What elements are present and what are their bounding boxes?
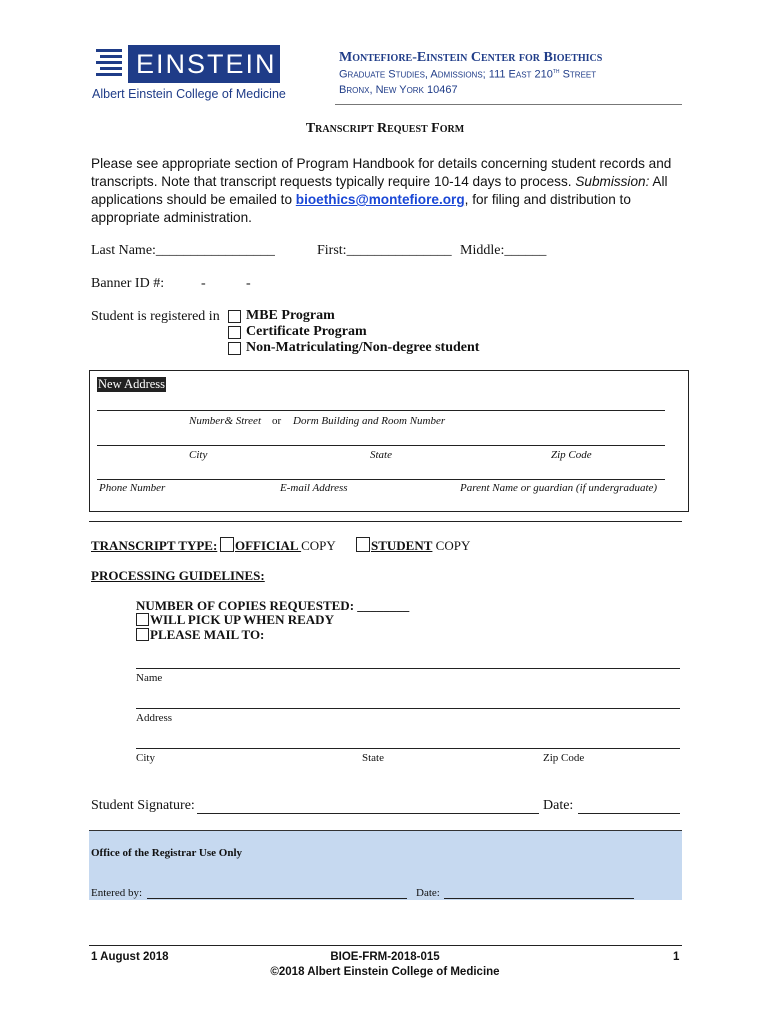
official-copy-checkbox[interactable] (220, 537, 234, 552)
mbe-program-checkbox[interactable] (228, 310, 241, 323)
registered-in-label: Student is registered in (91, 309, 220, 324)
or-label: or (272, 415, 282, 427)
footer-date: 1 August 2018 (91, 951, 169, 963)
mail-checkbox[interactable] (136, 628, 149, 641)
mail-city-line[interactable] (136, 748, 680, 749)
address-line-1-sup: th (552, 68, 560, 75)
student-label-bold: STUDENT (371, 538, 433, 553)
street-label: Number& Street (189, 415, 261, 427)
new-address-state-label: State (370, 449, 392, 461)
official-copy-label (235, 538, 336, 554)
signature-label: Student Signature: (91, 798, 195, 813)
intro-text-a: Please see appropriate section of Program Handbook for details concerning student records and transcripts. Note that transcript requests typically require 10-14 days to process. (91, 156, 672, 189)
certificate-program-label: Certificate Program (246, 324, 367, 339)
mail-city-label: City (136, 752, 155, 764)
logo-word: EINSTEIN (136, 49, 277, 79)
student-copy-checkbox[interactable] (356, 537, 370, 552)
header-divider (335, 104, 682, 105)
mbe-program-label: MBE Program (246, 308, 335, 323)
phone-line[interactable] (97, 479, 665, 480)
entered-by-line[interactable] (147, 898, 407, 899)
student-label-rest: COPY (432, 538, 471, 553)
non-matriculating-label: Non-Matriculating/Non-degree student (246, 340, 480, 355)
email-link[interactable]: bioethics@montefiore.org (295, 192, 465, 207)
banner-id-label: Banner ID #: (91, 276, 165, 291)
intro-paragraph (91, 155, 681, 227)
new-address-city-label: City (189, 449, 208, 461)
official-label-bold: OFFICIAL (235, 538, 302, 553)
banner-id-dash-2: - (246, 276, 251, 291)
address-line-1 (339, 68, 596, 81)
registrar-date-label: Date: (416, 887, 440, 899)
mail-state-label: State (362, 752, 384, 764)
student-copy-label (371, 538, 470, 554)
registrar-box (89, 830, 682, 900)
new-address-title: New Address (98, 377, 166, 391)
parent-label: Parent Name or guardian (if undergraduate) (460, 482, 658, 494)
signature-date-line[interactable] (578, 813, 680, 814)
mail-label: PLEASE MAIL TO: (150, 627, 265, 642)
official-label-rest: COPY (301, 538, 336, 553)
signature-date-label: Date: (543, 798, 574, 813)
copies-requested-field[interactable]: NUMBER OF COPIES REQUESTED: ________ (136, 598, 410, 613)
footer-code: BIOE-FRM-2018-015 (330, 951, 440, 963)
signature-line[interactable] (197, 813, 539, 814)
form-title: Transcript Request Form (305, 121, 465, 136)
section-divider (89, 521, 682, 522)
pickup-checkbox[interactable] (136, 613, 149, 626)
dorm-label: Dorm Building and Room Number (293, 415, 446, 427)
center-name: Montefiore-Einstein Center for Bioethics (339, 50, 603, 65)
banner-id-dash-1: - (201, 276, 206, 291)
street-line[interactable] (97, 410, 665, 411)
address-line-1-text: Graduate Studies, Admissions; 111 East 210 (339, 68, 553, 81)
mail-name-line[interactable] (136, 668, 680, 669)
mail-name-label: Name (136, 672, 163, 684)
registrar-heading: Office of the Registrar Use Only (91, 847, 243, 859)
certificate-program-checkbox[interactable] (228, 326, 241, 339)
mail-address-label: Address (136, 712, 173, 724)
logo-emblem-icon (90, 45, 128, 83)
einstein-logo (90, 45, 280, 83)
submission-label: Submission: (575, 174, 650, 189)
intro-text-b: All applications should be emailed to (91, 174, 668, 207)
middle-name-field[interactable]: Middle:______ (460, 243, 547, 258)
registrar-date-line[interactable] (444, 898, 634, 899)
first-name-field[interactable]: First:_______________ (317, 243, 452, 258)
processing-heading: PROCESSING GUIDELINES: (91, 568, 265, 583)
intro-text-c: , for filing and distribution to appropriate administration. (91, 192, 631, 225)
footer-copyright: ©2018 Albert Einstein College of Medicine (270, 966, 500, 978)
email-label: E-mail Address (280, 482, 348, 494)
last-name-field[interactable]: Last Name:_________________ (91, 243, 275, 258)
non-matriculating-checkbox[interactable] (228, 342, 241, 355)
new-address-zip-label: Zip Code (551, 449, 592, 461)
city-line[interactable] (97, 445, 665, 446)
footer-page-number: 1 (673, 951, 680, 963)
address-line-1-suffix: Street (559, 68, 597, 81)
phone-label: Phone Number (99, 482, 166, 494)
mail-zip-label: Zip Code (543, 752, 585, 764)
address-line-2: Bronx, New York 10467 (339, 84, 458, 96)
footer-divider (89, 945, 682, 946)
mail-address-line[interactable] (136, 708, 680, 709)
transcript-type-label: TRANSCRIPT TYPE: (91, 538, 218, 553)
logo-subtitle: Albert Einstein College of Medicine (92, 87, 286, 101)
entered-by-label: Entered by: (91, 887, 143, 899)
pickup-label: WILL PICK UP WHEN READY (150, 612, 334, 627)
